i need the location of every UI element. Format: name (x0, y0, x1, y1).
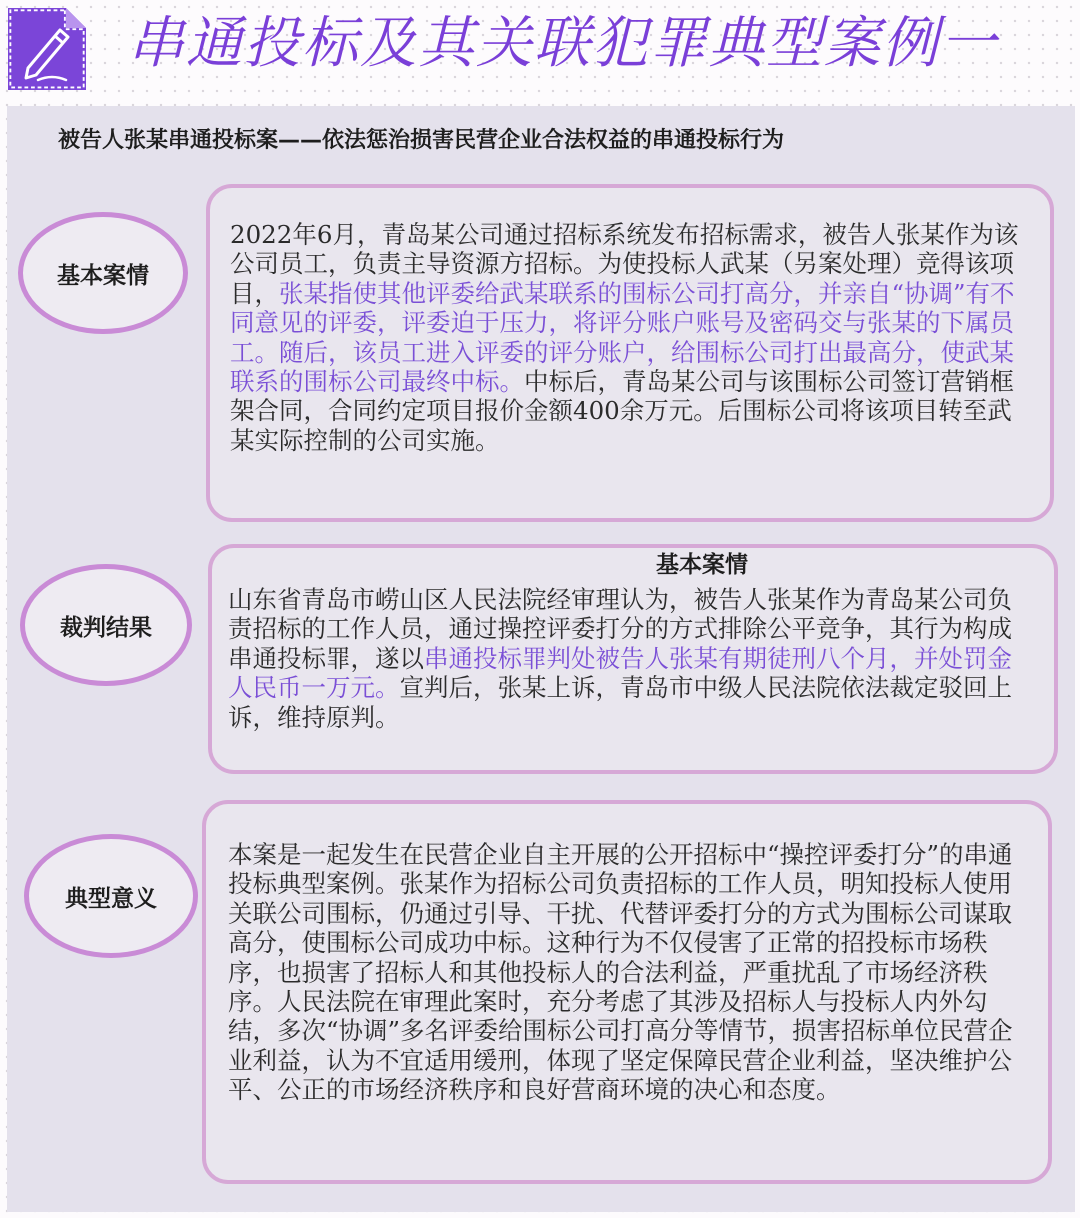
page-title: 串通投标及其关联犯罪典型案例一 (128, 11, 998, 76)
basic-facts-text-highlight: 张某指使其他评委给武某联系的围标公司打高分，并亲自“协调”有不同意见的评委，评委迫于压力，将评分账户账号及密码交与张某的下属员工。随后，该员工进入评委的评分账户，给围标公司打出最高分，使武某联系的围标公司最终中标。 (230, 278, 1015, 397)
basic-facts-text-part1: 2022年6月，青岛某公司通过招标系统发布招标需求，被告人张某作为该公司员工，负责主导资源方招标。为使投标人武某（另案处理）竞得该项目， (230, 220, 1019, 308)
significance-text-body: 本案是一起发生在民营企业自主开展的公开招标中“操控评委打分”的串通投标典型案例。张某作为招标公司负责招标的工作人员，明知投标人使用关联公司围标，仍通过引导、干扰、代替评委打分的方式为围标公司谋取高分，使围标公司成功中标。这种行为不仅侵害了正常的招投标市场秩序，也损害了招标人和其他投标人的合法利益，严重扰乱了市场经济秩序。人民法院在审理此案时，充分考虑了其涉及招标人与投标人内外勾结，多次“协调”多名评委给围标公司打高分等情节，损害招标单位民营企业利益，认为不宜适用缓刑，体现了坚定保障民营企业利益，坚决维护公平、公正的市场经济秩序和良好营商环境的决心和态度。 (228, 840, 1013, 1105)
basic-facts-text (230, 220, 1032, 455)
basic-facts-label: 基本案情 (57, 262, 149, 289)
judgment-heading: 基本案情 (656, 552, 748, 578)
judgment-text-part1: 山东省青岛市崂山区人民法院经审理认为，被告人张某作为青岛某公司负责招标的工作人员，通过操控评委打分的方式排除公平竞争，其行为构成串通投标罪，遂以 (228, 585, 1012, 673)
significance-label: 典型意义 (65, 885, 157, 912)
judgment-text-part2: 宣判后，张某上诉，青岛市中级人民法院依法裁定驳回上诉，维持原判。 (228, 673, 1012, 732)
basic-facts-oval (18, 212, 188, 334)
judgment-oval (20, 564, 192, 686)
judgment-text (228, 585, 1030, 732)
judgment-text-highlight: 串通投标罪判处被告人张某有期徒刑八个月，并处罚金人民币一万元。 (228, 643, 1012, 703)
edit-document-icon (8, 8, 86, 90)
basic-facts-text-part2: 中标后，青岛某公司与该围标公司签订营销框架合同，合同约定项目报价金额400余万元。后围标公司将该项目转至武某实际控制的公司实施。 (230, 367, 1014, 455)
significance-text (228, 840, 1030, 1105)
header (0, 0, 1080, 100)
case-title: 被告人张某串通投标案——依法惩治损害民营企业合法权益的串通投标行为 (58, 128, 785, 153)
judgment-label: 裁判结果 (60, 614, 152, 641)
significance-oval (24, 834, 198, 958)
